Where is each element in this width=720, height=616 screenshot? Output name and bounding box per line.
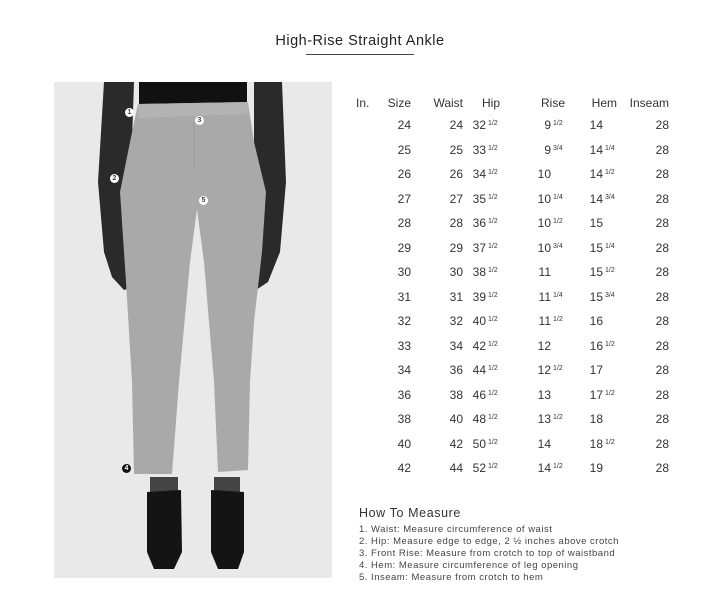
cell-hip: 35 1/2 — [472, 191, 498, 206]
cell-in — [356, 334, 384, 359]
cell-hem: 15 1/2 — [589, 265, 615, 280]
cell-hem: 18 1/2 — [589, 436, 615, 451]
cell-hem: 15 1/4 — [589, 240, 615, 255]
cell-hem: 15 — [589, 216, 603, 231]
cell-size: 25 — [397, 142, 411, 157]
cell-hem: 14 — [589, 118, 603, 133]
cell-hip: 37 1/2 — [472, 240, 498, 255]
cell-waist: 29 — [449, 240, 463, 255]
cell-in — [356, 162, 384, 187]
cell-size: 26 — [397, 167, 411, 182]
table-row — [356, 113, 669, 138]
cell-inseam: 28 — [655, 387, 669, 402]
cell-hip: 39 1/2 — [472, 289, 498, 304]
table-row — [356, 358, 669, 383]
size-chart-table — [356, 92, 669, 481]
how-to-measure — [359, 506, 619, 584]
table-row — [356, 383, 669, 408]
cell-inseam: 28 — [655, 240, 669, 255]
cell-rise: 10 3/4 — [537, 240, 563, 255]
cell-waist: 30 — [449, 265, 463, 280]
cell-waist: 28 — [449, 216, 463, 231]
cell-size: 42 — [397, 461, 411, 476]
cell-hip: 44 1/2 — [472, 363, 498, 378]
cell-in — [356, 285, 384, 310]
cell-size: 27 — [397, 191, 411, 206]
cell-waist: 26 — [449, 167, 463, 182]
table-row — [356, 432, 669, 457]
cell-size: 28 — [397, 216, 411, 231]
cell-inseam: 28 — [655, 461, 669, 476]
step-inseam: 5. Inseam: Measure from crotch to hem — [359, 572, 544, 583]
cell-waist: 24 — [449, 118, 463, 133]
cell-waist: 44 — [449, 461, 463, 476]
cell-waist: 25 — [449, 142, 463, 157]
cell-rise: 11 — [538, 265, 551, 280]
cell-hem: 16 — [589, 314, 603, 329]
table-row — [356, 334, 669, 359]
cell-in — [356, 432, 384, 457]
cell-hem: 15 3/4 — [589, 289, 615, 304]
column-header-rise: Rise — [540, 95, 565, 110]
cell-inseam: 28 — [655, 191, 669, 206]
cell-rise: 10 1/2 — [537, 216, 563, 231]
cell-hip: 32 1/2 — [472, 118, 498, 133]
cell-in — [356, 113, 384, 138]
cell-in — [356, 138, 384, 163]
cell-in — [356, 407, 384, 432]
marker-waist: 1 — [125, 108, 134, 117]
cell-rise: 11 1/2 — [538, 314, 563, 329]
cell-rise: 10 1/4 — [537, 191, 563, 206]
cell-size: 40 — [397, 436, 411, 451]
cell-inseam: 28 — [655, 436, 669, 451]
table-row — [356, 285, 669, 310]
cell-in — [356, 456, 384, 481]
cell-size: 38 — [397, 412, 411, 427]
cell-hip: 38 1/2 — [472, 265, 498, 280]
table-row — [356, 309, 669, 334]
cell-hip: 40 1/2 — [472, 314, 498, 329]
cell-hip: 48 1/2 — [472, 412, 498, 427]
cell-hem: 19 — [589, 461, 603, 476]
column-header-hip: Hip — [481, 95, 500, 110]
cell-waist: 40 — [449, 412, 463, 427]
table-header-row — [356, 92, 669, 113]
cell-inseam: 28 — [655, 167, 669, 182]
marker-rise: 3 — [195, 116, 204, 125]
cell-inseam: 28 — [655, 142, 669, 157]
page-title: High-Rise Straight Ankle — [275, 33, 445, 49]
cell-size: 34 — [397, 363, 411, 378]
marker-hem: 4 — [122, 464, 131, 473]
cell-size: 31 — [397, 289, 411, 304]
cell-rise: 11 1/4 — [538, 289, 563, 304]
cell-inseam: 28 — [655, 216, 669, 231]
cell-size: 30 — [397, 265, 411, 280]
cell-inseam: 28 — [655, 363, 669, 378]
marker-hip: 2 — [110, 174, 119, 183]
cell-hip: 34 1/2 — [472, 167, 498, 182]
cell-inseam: 28 — [655, 118, 669, 133]
step-hem: 4. Hem: Measure circumference of leg opening — [359, 560, 579, 571]
cell-waist: 36 — [449, 363, 463, 378]
cell-waist: 34 — [449, 338, 463, 353]
cell-hem: 14 1/2 — [589, 167, 615, 182]
cell-in — [356, 383, 384, 408]
column-header-hem: Hem — [591, 95, 617, 110]
cell-hem: 18 — [589, 412, 603, 427]
cell-inseam: 28 — [655, 338, 669, 353]
table-row — [356, 138, 669, 163]
column-header-in: In. — [356, 95, 370, 110]
table-row — [356, 162, 669, 187]
cell-hip: 52 1/2 — [472, 461, 498, 476]
cell-rise: 12 1/2 — [537, 363, 563, 378]
column-header-size: Size — [387, 95, 411, 110]
cell-inseam: 28 — [655, 265, 669, 280]
cell-inseam: 28 — [655, 289, 669, 304]
cell-rise: 14 1/2 — [537, 461, 563, 476]
cell-hem: 16 1/2 — [589, 338, 615, 353]
cell-rise: 14 — [537, 436, 551, 451]
cell-in — [356, 260, 384, 285]
cell-hip: 42 1/2 — [472, 338, 498, 353]
step-front-rise: 3. Front Rise: Measure from crotch to top of waistband — [359, 548, 616, 559]
cell-waist: 32 — [449, 314, 463, 329]
cell-in — [356, 236, 384, 261]
cell-waist: 42 — [449, 436, 463, 451]
cell-hem: 14 3/4 — [589, 191, 615, 206]
cell-inseam: 28 — [655, 314, 669, 329]
cell-hem: 14 1/4 — [589, 142, 615, 157]
cell-rise: 13 — [537, 387, 551, 402]
cell-in — [356, 309, 384, 334]
table-row — [356, 187, 669, 212]
cell-hip: 33 1/2 — [472, 142, 498, 157]
column-header-waist: Waist — [433, 95, 463, 110]
cell-hem: 17 — [589, 363, 603, 378]
cell-rise: 9 1/2 — [544, 118, 563, 133]
column-header-inseam: Inseam — [629, 95, 669, 110]
cell-size: 33 — [397, 338, 411, 353]
cell-hip: 36 1/2 — [472, 216, 498, 231]
cell-waist: 31 — [449, 289, 463, 304]
marker-inseam: 5 — [199, 196, 208, 205]
step-waist: 1. Waist: Measure circumference of waist — [359, 524, 553, 535]
cell-rise: 10 — [537, 167, 551, 182]
cell-hip: 50 1/2 — [472, 436, 498, 451]
how-to-measure-title: How To Measure — [359, 506, 461, 520]
cell-rise: 12 — [537, 338, 551, 353]
cell-rise: 13 1/2 — [537, 412, 563, 427]
jeans-illustration — [54, 82, 332, 578]
model-image — [54, 82, 332, 578]
step-hip: 2. Hip: Measure edge to edge, 2 ½ inches above crotch — [359, 536, 619, 547]
cell-size: 36 — [397, 387, 411, 402]
cell-in — [356, 211, 384, 236]
table-row — [356, 211, 669, 236]
table-row — [356, 260, 669, 285]
cell-in — [356, 187, 384, 212]
cell-inseam: 28 — [655, 412, 669, 427]
cell-size: 32 — [397, 314, 411, 329]
cell-hem: 17 1/2 — [589, 387, 615, 402]
table-row — [356, 407, 669, 432]
cell-size: 29 — [397, 240, 411, 255]
table-row — [356, 456, 669, 481]
cell-waist: 27 — [449, 191, 463, 206]
title-underline — [306, 54, 414, 55]
cell-rise: 9 3/4 — [544, 142, 563, 157]
table-row — [356, 236, 669, 261]
cell-hip: 46 1/2 — [472, 387, 498, 402]
cell-in — [356, 358, 384, 383]
cell-size: 24 — [397, 118, 411, 133]
cell-waist: 38 — [449, 387, 463, 402]
